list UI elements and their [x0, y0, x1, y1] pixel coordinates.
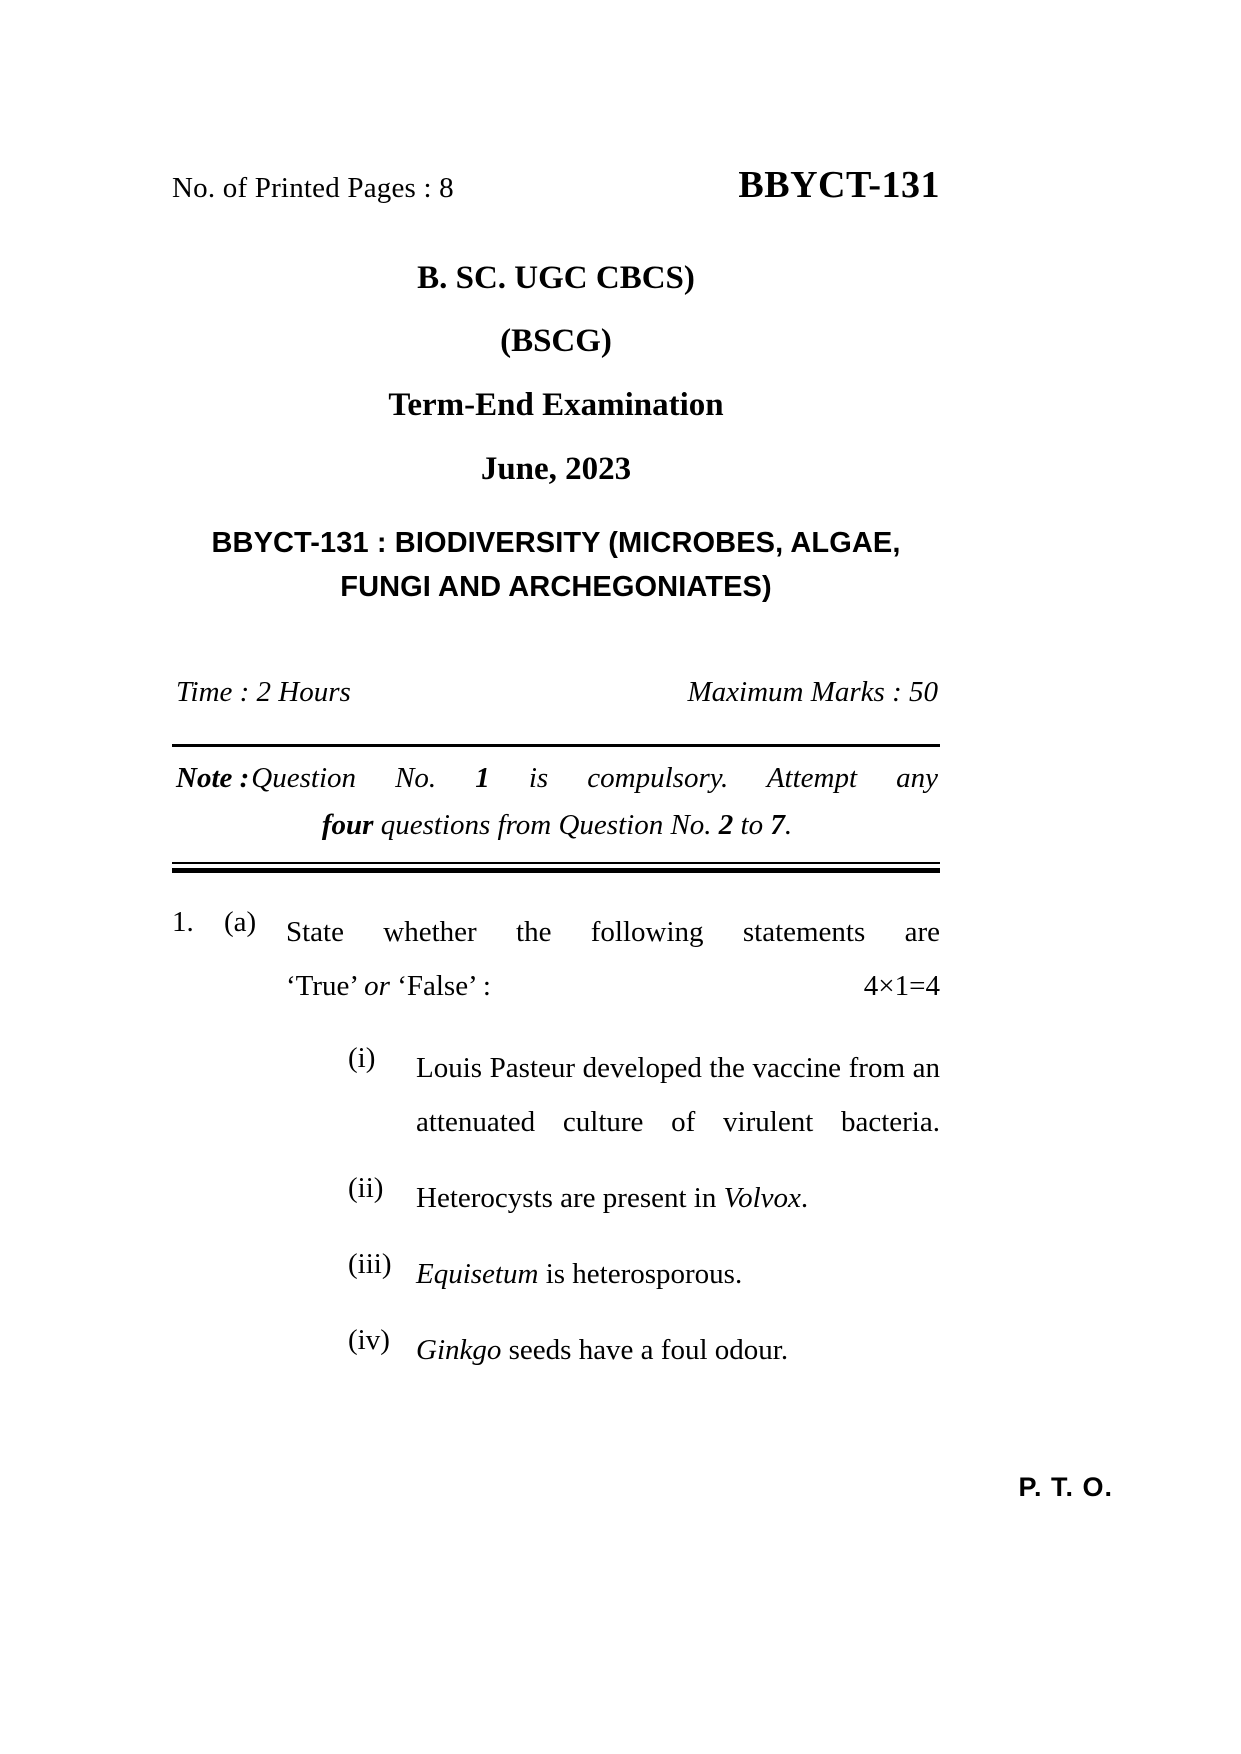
statement-text: Louis Pasteur developed the vaccine from an attenuated culture of virulent bacteria. — [416, 1051, 940, 1138]
course-code-label: BBYCT-131 — [738, 164, 940, 206]
subject-title — [172, 521, 940, 609]
divider-rule-top — [172, 744, 940, 747]
divider-rule-thin — [172, 862, 940, 864]
list-item — [348, 1172, 940, 1226]
statement-label: (iii) — [348, 1247, 392, 1280]
question-part-letter: (a) — [224, 906, 257, 938]
page-header — [172, 163, 940, 207]
subject-title-line-2: FUNGI AND ARCHEGONIATES) — [340, 571, 772, 604]
time-allowed: Time : 2 Hours — [176, 676, 351, 708]
programme-title: B. SC. UGC CBCS) — [417, 260, 695, 296]
printed-pages-label: No. of Printed Pages : 8 — [172, 172, 454, 204]
marks-allocation: 4×1=4 — [863, 969, 940, 1002]
statement-label: (ii) — [348, 1171, 384, 1204]
statement-label: (i) — [348, 1041, 376, 1074]
maximum-marks: Maximum Marks : 50 — [687, 676, 938, 708]
divider-rule-thick — [172, 868, 940, 873]
statement-text: Ginkgo seeds have a foul odour. — [416, 1333, 789, 1366]
exam-title-block — [172, 262, 940, 609]
programme-code: (BSCG) — [500, 323, 612, 359]
note-line-1: Question No. 1 is compulsory. Attempt any — [251, 762, 939, 794]
instructions-note — [176, 762, 938, 842]
question-1 — [172, 906, 940, 1400]
questions-area — [172, 906, 940, 1400]
true-false-prompt: ‘True’ or ‘False’ : — [286, 969, 491, 1002]
list-item — [348, 1248, 940, 1302]
subject-title-line-1: BBYCT-131 : BIODIVERSITY (MICROBES, ALGAE, — [211, 527, 901, 559]
page-turn-over-label: P. T. O. — [1018, 1472, 1113, 1502]
exam-session: June, 2023 — [480, 451, 632, 487]
statement-label: (iv) — [348, 1323, 390, 1356]
question-part-body — [286, 906, 940, 1400]
question-number: 1. — [172, 906, 194, 938]
question-text-line-2 — [286, 960, 940, 1014]
statement-list — [348, 1042, 940, 1378]
statement-text: Equisetum is heterosporous. — [416, 1257, 743, 1290]
note-label: Note : — [176, 762, 250, 794]
exam-type: Term-End Examination — [388, 387, 724, 423]
exam-meta-row — [176, 676, 938, 709]
question-text-line-1: State whether the following statements are — [286, 916, 940, 948]
list-item — [348, 1324, 940, 1378]
note-line-2: four questions from Question No. 2 to 7. — [321, 809, 793, 841]
list-item — [348, 1042, 940, 1150]
statement-text: Heterocysts are present in Volvox. — [416, 1181, 809, 1214]
